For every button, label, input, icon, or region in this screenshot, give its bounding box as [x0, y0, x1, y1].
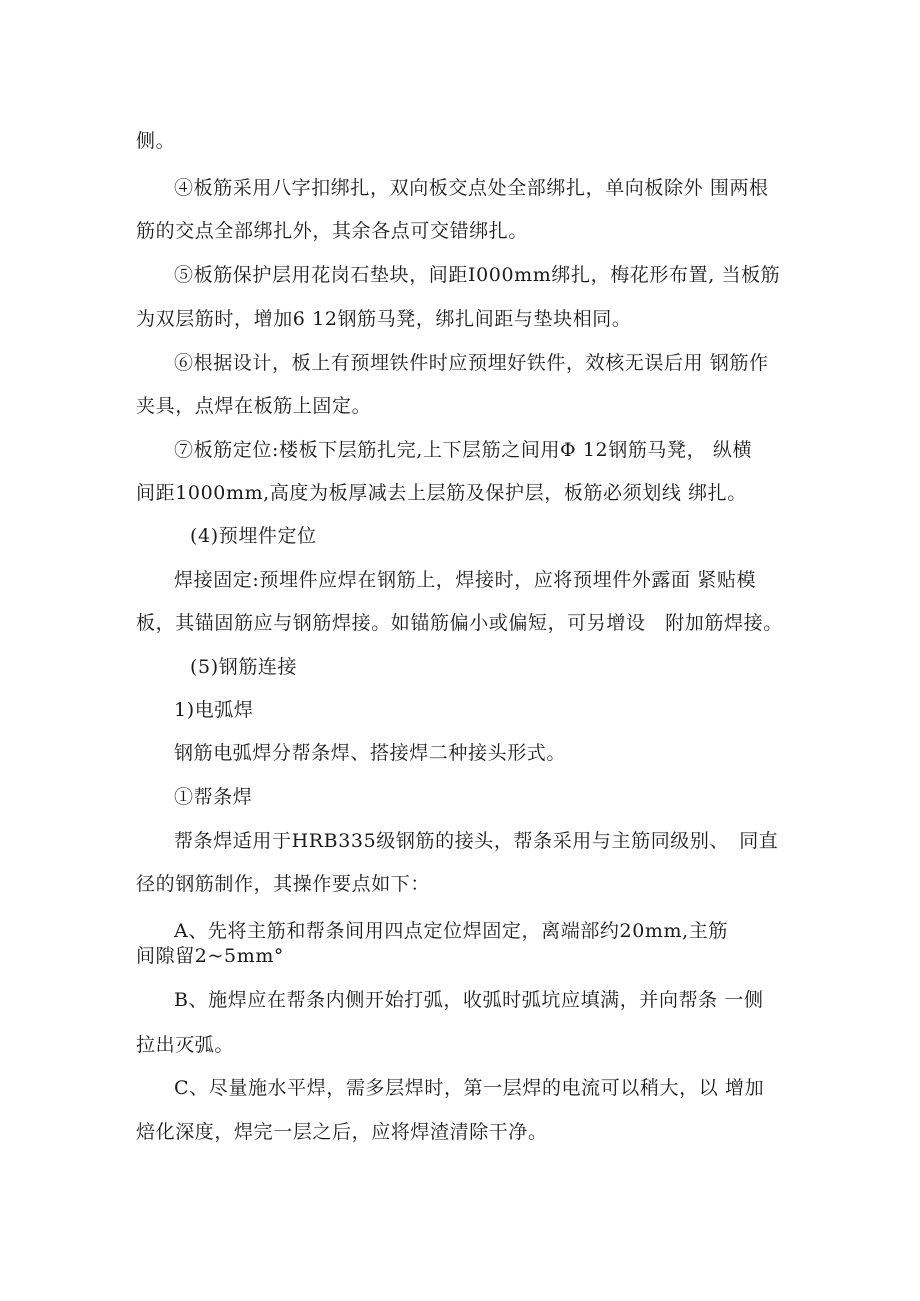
- subsection-heading: ①帮条焊: [174, 786, 253, 808]
- text-line: ⑦板筋定位:楼板下层筋扎完,上下层筋之间用Φ 12钢筋马凳， 纵横: [174, 439, 753, 461]
- text-line: 拉出灭弧。: [136, 1034, 235, 1056]
- text-line: 径的钢筋制作，其操作要点如下：: [136, 873, 431, 895]
- subsection-heading: 1)电弧焊: [174, 699, 254, 721]
- text-line: B、施焊应在帮条内侧开始打弧，收弧时弧坑应填满，并向帮条 一侧: [174, 989, 764, 1011]
- text-line: ④板筋采用八字扣绑扎，双向板交点处全部绑扎，单向板除外 围两根: [174, 177, 769, 199]
- text-line: 间距1000mm,高度为板厚减去上层筋及保护层，板筋必须划线 绑扎。: [136, 482, 747, 504]
- text-line: 焙化深度，焊完一层之后，应将焊渣清除干净。: [136, 1121, 548, 1143]
- text-line: 夹具，点焊在板筋上固定。: [136, 395, 372, 417]
- text-line: ⑤板筋保护层用花岗石垫块，间距I000mm绑扎，梅花形布置, 当板筋: [174, 264, 781, 286]
- section-heading: (5)钢筋连接: [190, 656, 298, 678]
- text-line: 钢筋电弧焊分帮条焊、搭接焊二种接头形式。: [174, 742, 567, 764]
- text-line: 侧。: [136, 130, 176, 152]
- text-line: C、尽量施水平焊，需多层焊时，第一层焊的电流可以稍大，以 增加: [174, 1077, 765, 1099]
- text-line: 为双层筋时，增加6 12钢筋马凳，绑扎间距与垫块相同。: [136, 308, 632, 330]
- text-line: 帮条焊适用于HRB335级钢筋的接头，帮条采用与主筋同级别、 同直: [174, 830, 779, 852]
- text-line: ⑥根据设计，板上有预埋铁件时应预埋好铁件，效核无误后用 钢筋作: [174, 352, 769, 374]
- text-line: A、先将主筋和帮条间用四点定位焊固定，离端部约20mm,主筋: [174, 920, 728, 942]
- section-heading: (4)预埋件定位: [190, 525, 317, 547]
- text-line: 筋的交点全部绑扎外，其余各点可交错绑扎。: [136, 220, 529, 242]
- text-line: 间隙留2~5mm°: [136, 945, 285, 967]
- text-line: 焊接固定:预埋件应焊在钢筋上，焊接时，应将预埋件外露面 紧贴模: [174, 569, 757, 591]
- text-line: 板，其锚固筋应与钢筋焊接。如锚筋偏小或偏短，可另增设 附加筋焊接。: [136, 612, 783, 634]
